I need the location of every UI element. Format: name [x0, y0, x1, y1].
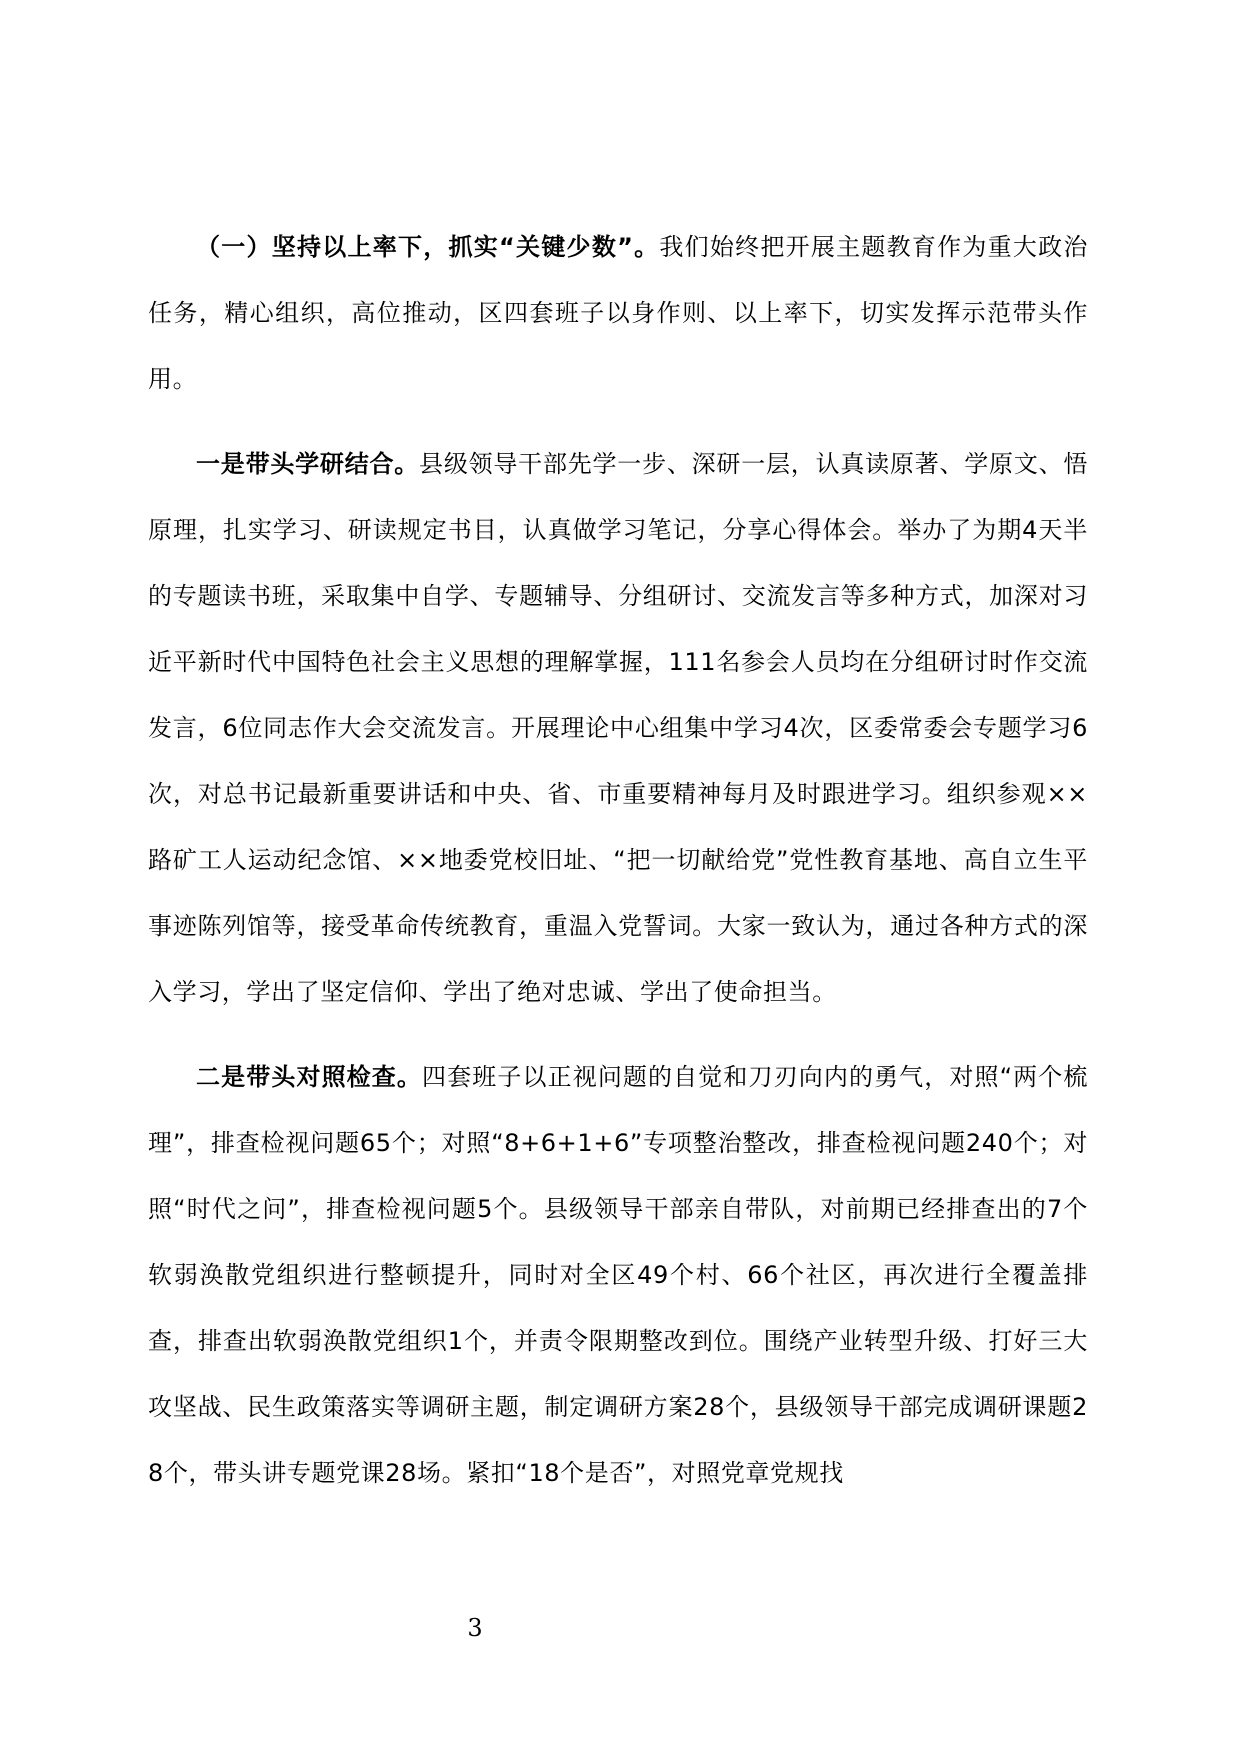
paragraph-3-text: 四套班子以正视问题的自觉和刀刃向内的勇气，对照“两个梳理”，排查检视问题65个；对照“8+6+1+6”专项整治整改，排查检视问题240个；对照“时代之问”，排查检视问题5个。县级领导干部亲自带队，对前期已经排查出的7个软弱涣散党组织进行整顿提升，同时对全区49个村、66个社区，再次进行全覆盖排查，排查出软弱涣散党组织1个，并责令限期整改到位。围绕产业转型升级、打好三大攻坚战、民生政策落实等调研主题，制定调研方案28个，县级领导干部完成调研课题28个，带头讲专题党课28场。紧扣“18个是否”，对照党章党规找	[148, 1063, 1088, 1487]
paragraph-3-heading: 二是带头对照检查。	[196, 1063, 423, 1091]
document-body	[148, 214, 1088, 1525]
paragraph-1-heading: （一）坚持以上率下，抓实“关键少数”。	[196, 233, 660, 261]
paragraph-3	[148, 1044, 1088, 1506]
paragraph-2-heading: 一是带头学研结合。	[196, 450, 420, 478]
paragraph-2	[148, 431, 1088, 1025]
paragraph-2-text: 县级领导干部先学一步、深研一层，认真读原著、学原文、悟原理，扎实学习、研读规定书目，认真做学习笔记，分享心得体会。举办了为期4天半的专题读书班，采取集中自学、专题辅导、分组研讨、交流发言等多种方式，加深对习近平新时代中国特色社会主义思想的理解掌握，111名参会人员均在分组研讨时作交流发言，6位同志作大会交流发言。开展理论中心组集中学习4次，区委常委会专题学习6次，对总书记最新重要讲话和中央、省、市重要精神每月及时跟进学习。组织参观××路矿工人运动纪念馆、××地委党校旧址、“把一切献给党”党性教育基地、高自立生平事迹陈列馆等，接受革命传统教育，重温入党誓词。大家一致认为，通过各种方式的深入学习，学出了坚定信仰、学出了绝对忠诚、学出了使命担当。	[148, 450, 1088, 1006]
paragraph-1	[148, 214, 1088, 412]
page-number: 3	[467, 1614, 483, 1642]
paragraph-1-text: 我们始终把开展主题教育作为重大政治任务，精心组织，高位推动，区四套班子以身作则、以上率下，切实发挥示范带头作用。	[148, 233, 1089, 393]
